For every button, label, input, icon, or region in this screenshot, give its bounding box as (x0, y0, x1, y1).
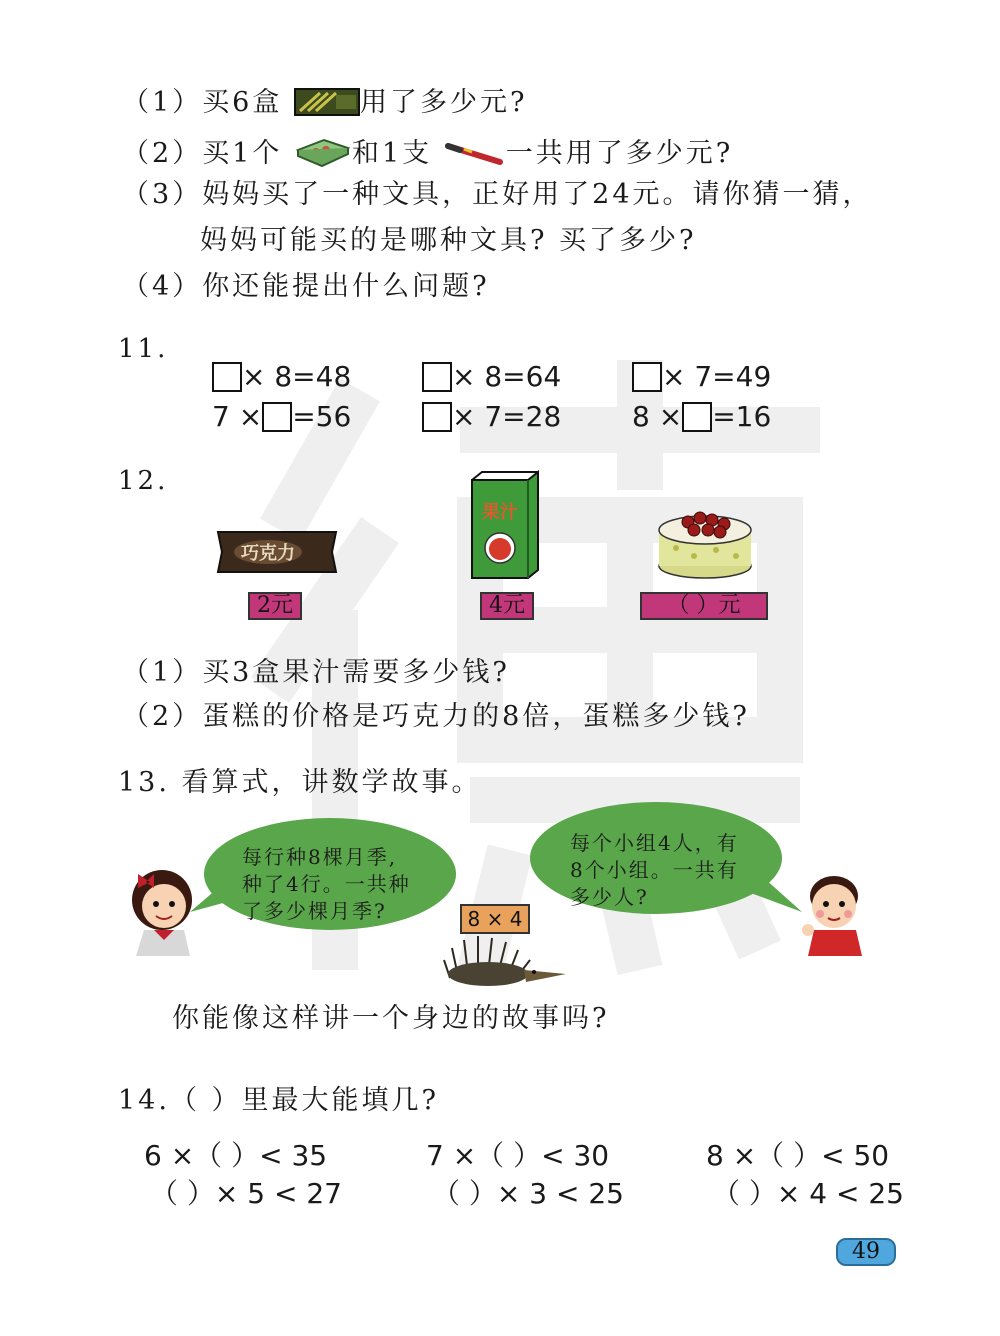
answer-box[interactable] (632, 362, 662, 392)
q10-1-text-a: 买6盒 (202, 87, 283, 118)
q10-2-label: （2） (122, 138, 203, 169)
answer-box[interactable] (422, 402, 452, 432)
q11-eq-2-1 (212, 400, 351, 433)
boy-icon (798, 870, 868, 956)
bubble-right-line: 每个小组4人，有 (570, 831, 739, 855)
bubble-right-line: 8个小组。一共有 (570, 858, 739, 882)
q12-2-text: 蛋糕的价格是巧克力的8倍，蛋糕多少钱? (202, 701, 750, 732)
price-juice: 4元 (480, 592, 534, 620)
q11-eq-1-2 (422, 360, 561, 393)
eq-suffix: =16 (712, 400, 772, 433)
q12-1 (122, 656, 510, 690)
q14-ineq-1-2[interactable]: 7 ×（ ）< 30 (426, 1139, 610, 1172)
page-number-badge: 49 (836, 1238, 896, 1266)
q14-ineq-1-1[interactable]: 6 ×（ ）< 35 (144, 1139, 328, 1172)
q10-1-text-b: 用了多少元? (359, 87, 528, 118)
q12-2 (122, 700, 750, 734)
q10-2 (122, 136, 733, 171)
eq-suffix: × 7=49 (662, 360, 772, 393)
q10-2-text-a: 买1个 (202, 138, 283, 169)
girl-icon (124, 866, 200, 956)
eq-prefix: 7 × (212, 400, 263, 433)
q10-3-line2: 妈妈可能买的是哪种文具? 买了多少? (200, 225, 697, 256)
hedgehog-icon (440, 930, 572, 986)
chocolate-label: 巧克力 (241, 543, 295, 564)
bubble-left-line: 了多少棵月季? (242, 899, 387, 923)
juice-box-icon (468, 470, 542, 582)
bubble-right-line: 多少人? (570, 885, 649, 909)
price-cake[interactable]: （ ）元 (640, 592, 768, 620)
q14-ineq-2-2[interactable]: （ ）× 3 < 25 (432, 1177, 624, 1210)
q14-title: 14.（ ）里最大能填几? (118, 1085, 439, 1116)
q11-eq-2-2 (422, 400, 561, 433)
eq-suffix: × 8=64 (452, 360, 562, 393)
pen-icon (444, 140, 506, 168)
q11-eq-1-3 (632, 360, 771, 393)
q10-2-text-b: 和1支 (351, 138, 433, 169)
q11-eq-1-1 (212, 360, 351, 393)
bubble-left-line: 种了4行。一共种 (242, 872, 411, 896)
q12-2-label: （2） (122, 701, 203, 732)
q11-eq-2-3 (632, 400, 771, 433)
q10-1-label: （1） (122, 87, 203, 118)
q10-3 (122, 178, 873, 212)
q13-title: 13. 看算式，讲数学故事。 (118, 767, 482, 798)
expression-tag: 8 × 4 (460, 904, 530, 934)
answer-box[interactable] (422, 362, 452, 392)
bubble-left-line: 每行种8棵月季, (242, 845, 398, 869)
answer-box[interactable] (682, 402, 712, 432)
q12-number: 12. (118, 466, 169, 496)
q10-1 (122, 86, 527, 120)
q12-1-label: （1） (122, 657, 203, 688)
speech-bubble-left (222, 826, 452, 943)
q12-1-text: 买3盒果汁需要多少钱? (202, 657, 510, 688)
q11-number: 11. (118, 334, 169, 364)
eq-suffix: =56 (292, 400, 352, 433)
eq-suffix: × 8=48 (242, 360, 352, 393)
q14-ineq-2-1[interactable]: （ ）× 5 < 27 (150, 1177, 342, 1210)
cake-icon (654, 500, 756, 580)
q10-3-line1: 妈妈买了一种文具，正好用了24元。请你猜一猜， (202, 179, 873, 210)
juice-label: 果汁 (482, 502, 518, 523)
answer-box[interactable] (212, 362, 242, 392)
chocolate-bar-icon (216, 528, 338, 576)
q13-prompt: 你能像这样讲一个身边的故事吗? (172, 1003, 610, 1034)
pencil-case-icon (294, 136, 352, 168)
speech-bubble-right (550, 812, 780, 929)
stationery-box-icon (294, 87, 360, 117)
q10-4 (122, 270, 490, 304)
q10-2-text-c: 一共用了多少元? (505, 138, 734, 169)
q10-4-label: （4） (122, 271, 203, 302)
q10-3-label: （3） (122, 179, 203, 210)
q10-4-text: 你还能提出什么问题? (202, 271, 490, 302)
price-chocolate: 2元 (248, 592, 302, 620)
eq-suffix: × 7=28 (452, 400, 562, 433)
eq-prefix: 8 × (632, 400, 683, 433)
q14-ineq-2-3[interactable]: （ ）× 4 < 25 (712, 1177, 904, 1210)
q14-ineq-1-3[interactable]: 8 ×（ ）< 50 (706, 1139, 890, 1172)
answer-box[interactable] (262, 402, 292, 432)
